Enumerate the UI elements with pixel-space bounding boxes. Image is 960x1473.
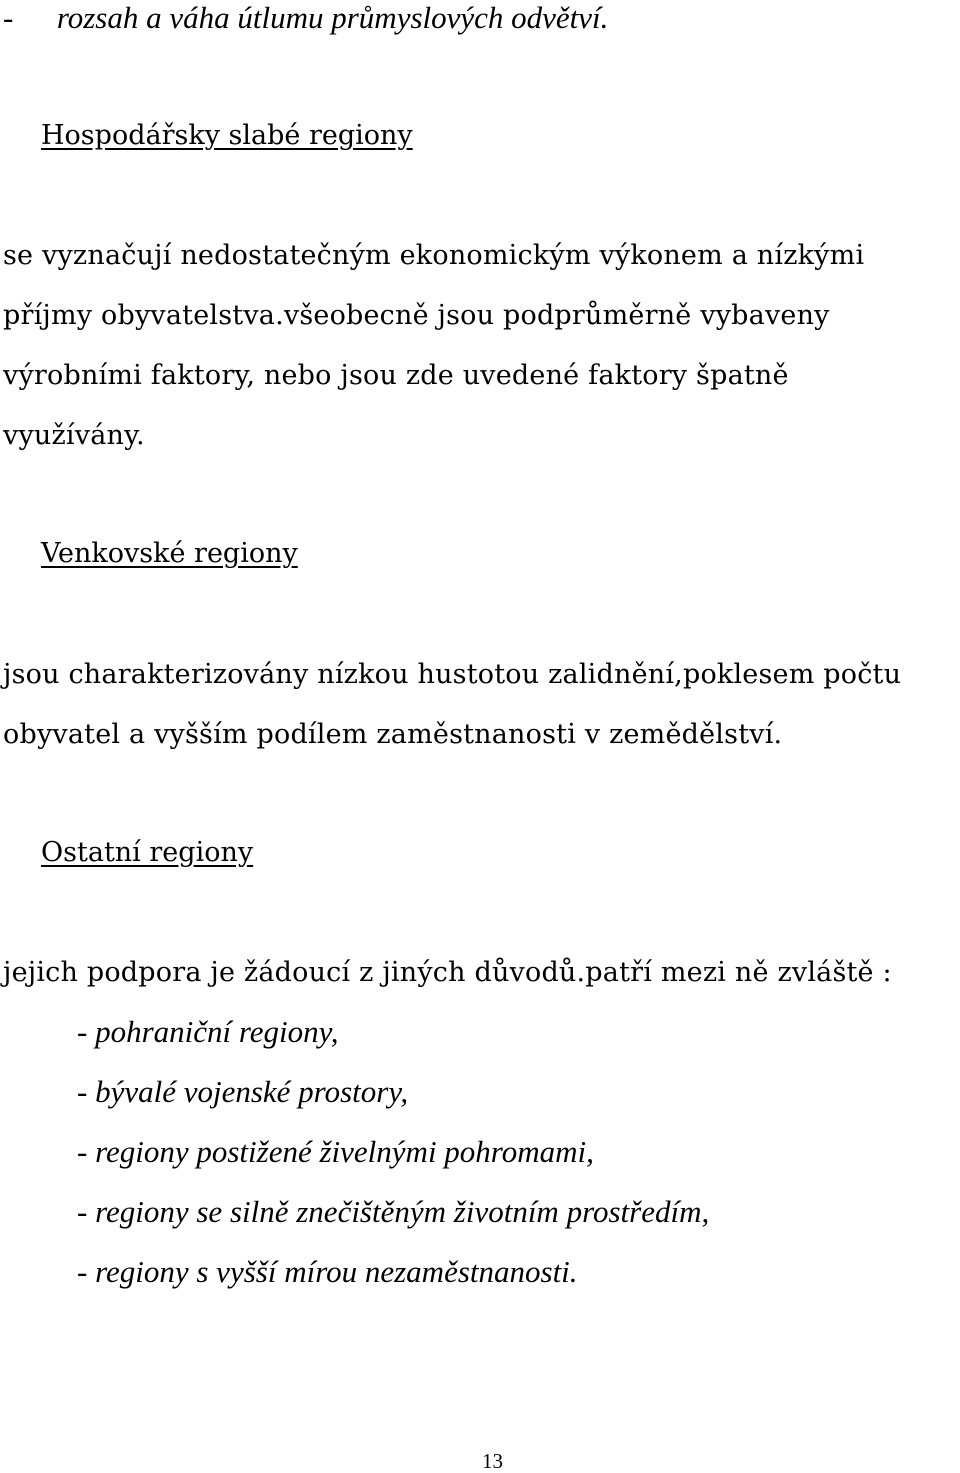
rural-line-1: jsou charakterizovány nízkou hustotou zalidnění,poklesem počtu (3, 659, 902, 690)
heading-weak-regions: Hospodářsky slabé regiony (41, 120, 413, 151)
other-list-item: - regiony se silně znečištěným životním prostředím, (77, 1194, 710, 1229)
other-intro: jejich podpora je žádoucí z jiných důvodů.patří mezi ně zvláště : (3, 957, 892, 988)
heading-other-regions: Ostatní regiony (41, 837, 254, 868)
other-list-item: - regiony s vyšší mírou nezaměstnanosti. (77, 1254, 578, 1289)
other-list-item: - bývalé vojenské prostory, (77, 1074, 409, 1109)
weak-line-4: využívány. (3, 420, 145, 451)
other-list-item: - regiony postižené živelnými pohromami, (77, 1134, 594, 1169)
bullet-dash: - (3, 0, 14, 35)
other-list-item: - pohraniční regiony, (77, 1014, 339, 1049)
weak-line-2: příjmy obyvatelstva.všeobecně jsou podprůměrně vybaveny (3, 300, 830, 331)
top-bullet-text: rozsah a váha útlumu průmyslových odvětví. (56, 0, 609, 35)
weak-line-1: se vyznačují nedostatečným ekonomickým výkonem a nízkými (3, 240, 865, 271)
rural-line-2: obyvatel a vyšším podílem zaměstnanosti v zemědělství. (3, 719, 783, 750)
page-number: 13 (482, 1449, 503, 1473)
top-bullet-line (3, 0, 608, 36)
weak-line-3: výrobními faktory, nebo jsou zde uvedené faktory špatně (3, 360, 789, 391)
heading-rural-regions: Venkovské regiony (41, 538, 298, 569)
